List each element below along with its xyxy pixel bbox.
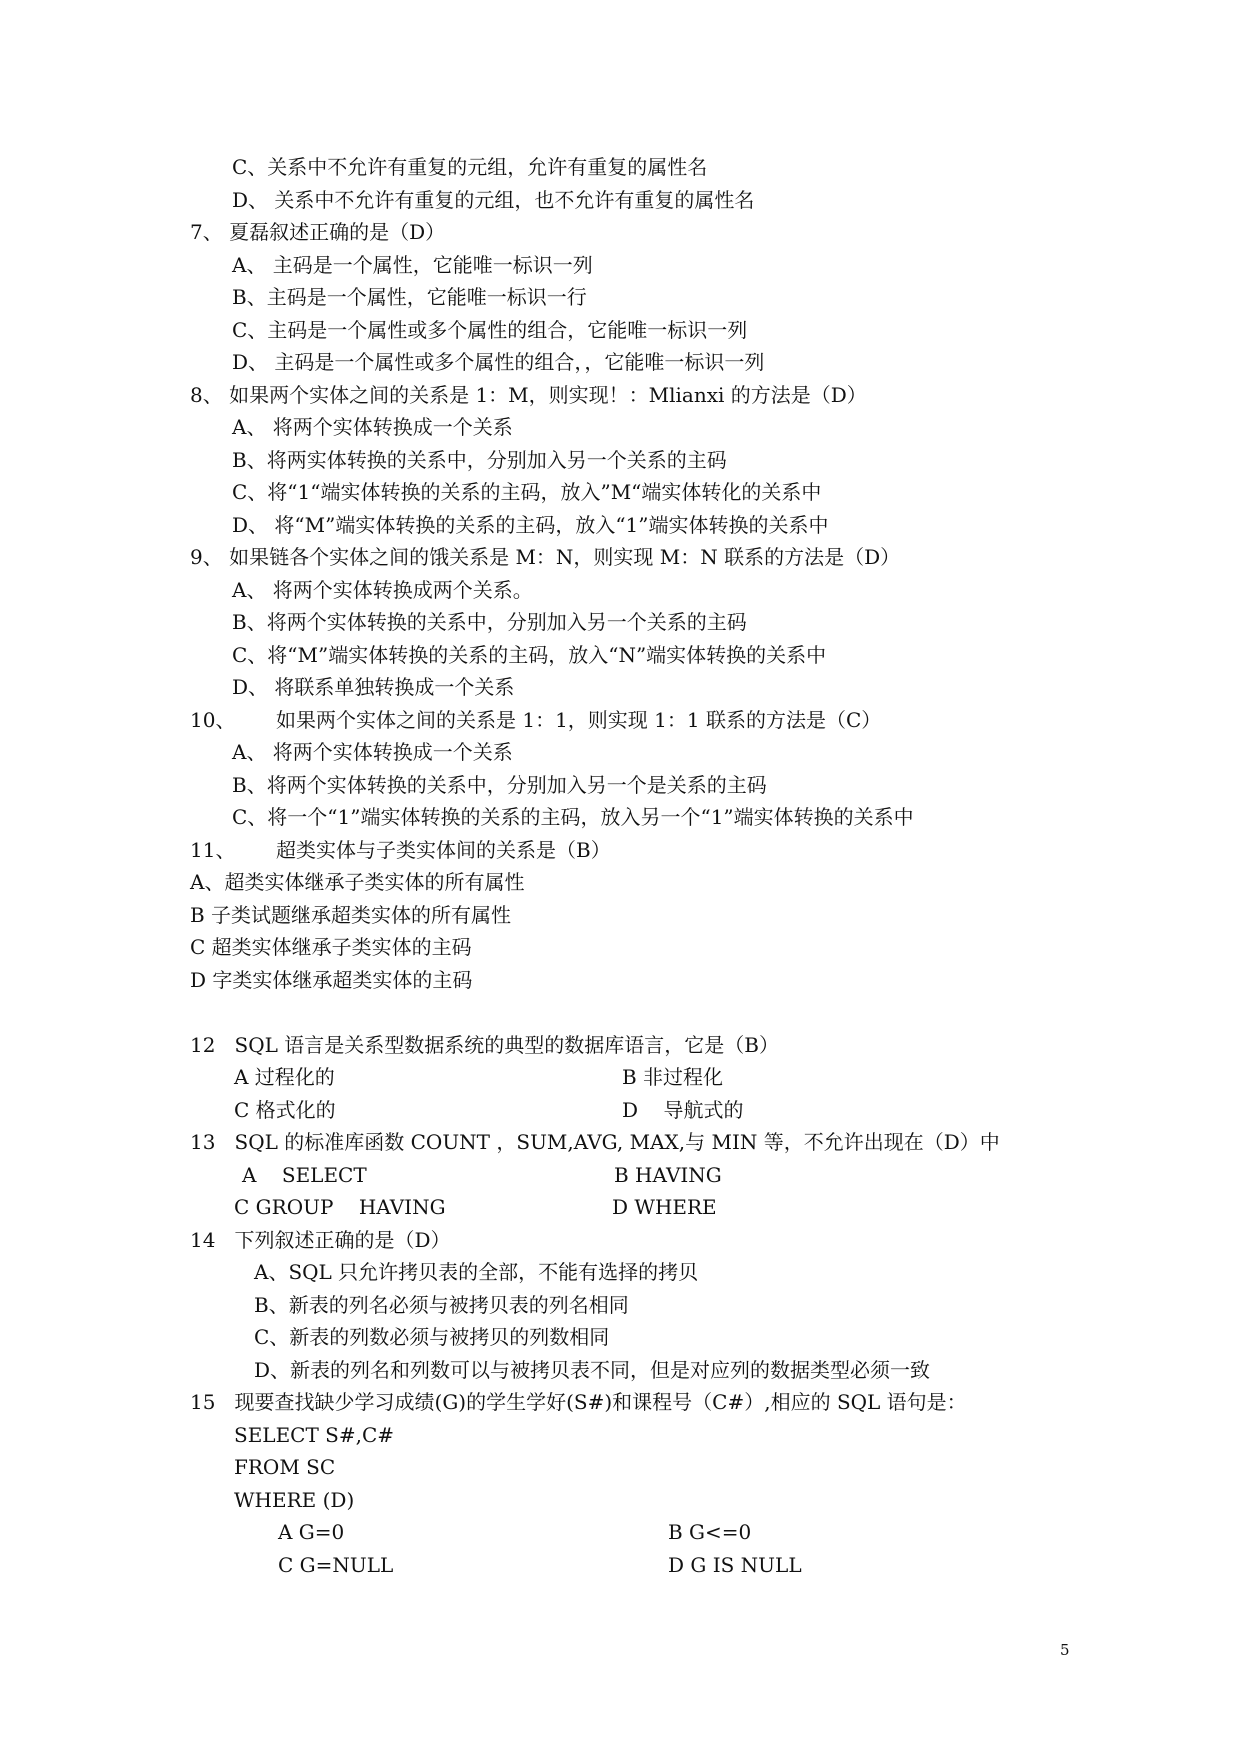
option: B 非过程化 bbox=[622, 1065, 724, 1089]
question-11: 超类实体与子类实体间的关系是（B） bbox=[276, 838, 611, 862]
text-line: D 字类实体继承超类实体的主码 bbox=[190, 968, 473, 992]
question-10: 如果两个实体之间的关系是 1：1，则实现 1：1 联系的方法是（C） bbox=[276, 708, 882, 732]
question-10-number: 10、 bbox=[190, 708, 236, 732]
option: A SELECT bbox=[242, 1163, 367, 1187]
code-line: FROM SC bbox=[234, 1455, 336, 1479]
text-line: A、 主码是一个属性，它能唯一标识一列 bbox=[232, 253, 593, 277]
text-line: D、 关系中不允许有重复的元组，也不允许有重复的属性名 bbox=[232, 188, 755, 212]
text-line: C、新表的列数必须与被拷贝的列数相同 bbox=[254, 1325, 610, 1349]
question-13: 13 SQL 的标准库函数 COUNT ，SUM,AVG, MAX,与 MIN 等，不允许出现在（D）中 bbox=[190, 1130, 1000, 1154]
option: C 格式化的 bbox=[234, 1098, 336, 1122]
text-line: A、 将两个实体转换成两个关系。 bbox=[232, 578, 533, 602]
text-line: A、超类实体继承子类实体的所有属性 bbox=[190, 870, 525, 894]
text-line: B、主码是一个属性，它能唯一标识一行 bbox=[232, 285, 587, 309]
option: A G=0 bbox=[278, 1520, 345, 1544]
text-line: C、将“M”端实体转换的关系的主码，放入“N”端实体转换的关系中 bbox=[232, 643, 827, 667]
question-15: 15 现要查找缺少学习成绩(G)的学生学好(S#)和课程号（C#）,相应的 SQL 语句是： bbox=[190, 1390, 967, 1414]
text-line: A、 将两个实体转换成一个关系 bbox=[232, 415, 513, 439]
text-line: C、主码是一个属性或多个属性的组合，它能唯一标识一列 bbox=[232, 318, 748, 342]
text-line: A、SQL 只允许拷贝表的全部，不能有选择的拷贝 bbox=[254, 1260, 699, 1284]
page-number: 5 bbox=[1060, 1641, 1070, 1659]
option: D 导航式的 bbox=[622, 1098, 744, 1122]
question-7: 7、 夏磊叙述正确的是（D） bbox=[190, 220, 446, 244]
text-line: B、将两个实体转换的关系中，分别加入另一个关系的主码 bbox=[232, 610, 747, 634]
code-line: SELECT S#,C# bbox=[234, 1423, 395, 1447]
text-line: D、 将“M”端实体转换的关系的主码，放入“1”端实体转换的关系中 bbox=[232, 513, 829, 537]
option: D WHERE bbox=[612, 1195, 717, 1219]
text-line: D、新表的列名和列数可以与被拷贝表不同，但是对应列的数据类型必须一致 bbox=[254, 1358, 931, 1382]
text-line: B、将两个实体转换的关系中，分别加入另一个是关系的主码 bbox=[232, 773, 767, 797]
option: C G=NULL bbox=[278, 1553, 394, 1577]
text-line: A、 将两个实体转换成一个关系 bbox=[232, 740, 513, 764]
text-line: C、将一个“1”端实体转换的关系的主码，放入另一个“1”端实体转换的关系中 bbox=[232, 805, 914, 829]
question-14: 14 下列叙述正确的是（D） bbox=[190, 1228, 451, 1252]
text-line: D、 主码是一个属性或多个属性的组合，，它能唯一标识一列 bbox=[232, 350, 765, 374]
text-line: B 子类试题继承超类实体的所有属性 bbox=[190, 903, 512, 927]
option: A 过程化的 bbox=[234, 1065, 335, 1089]
code-line: WHERE (D) bbox=[234, 1488, 355, 1512]
question-11-number: 11、 bbox=[190, 838, 236, 862]
text-line: D、 将联系单独转换成一个关系 bbox=[232, 675, 515, 699]
text-line: C、将“1“端实体转换的关系的主码，放入”M“端实体转化的关系中 bbox=[232, 480, 822, 504]
option: B HAVING bbox=[614, 1163, 722, 1187]
text-line: B、将两实体转换的关系中，分别加入另一个关系的主码 bbox=[232, 448, 727, 472]
question-8: 8、 如果两个实体之间的关系是 1：M，则实现！：Mlianxi 的方法是（D） bbox=[190, 383, 867, 407]
option: C GROUP HAVING bbox=[234, 1195, 446, 1219]
question-9: 9、 如果链各个实体之间的饿关系是 M：N，则实现 M：N 联系的方法是（D） bbox=[190, 545, 901, 569]
text-line: C 超类实体继承子类实体的主码 bbox=[190, 935, 472, 959]
option: B G<=0 bbox=[668, 1520, 752, 1544]
option: D G IS NULL bbox=[668, 1553, 802, 1577]
question-12: 12 SQL 语言是关系型数据系统的典型的数据库语言，它是（B） bbox=[190, 1033, 779, 1057]
text-line: C、关系中不允许有重复的元组，允许有重复的属性名 bbox=[232, 155, 708, 179]
text-line: B、新表的列名必须与被拷贝表的列名相同 bbox=[254, 1293, 629, 1317]
